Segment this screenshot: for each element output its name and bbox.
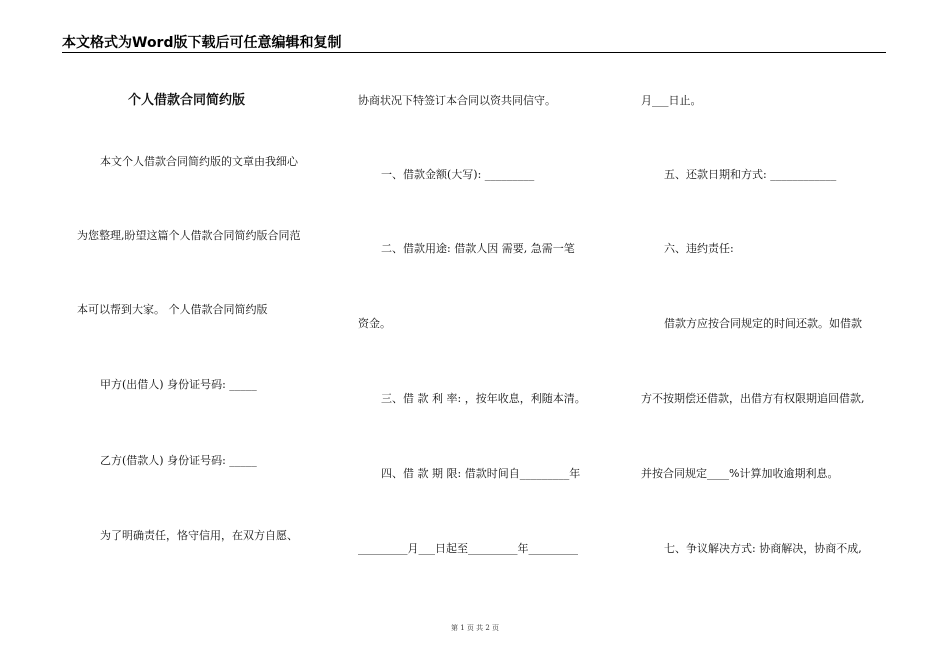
page-number-footer: 第 1 页 共 2 页 (450, 624, 500, 632)
text-line: 为了明确责任，恪守信用，在双方自愿、 (100, 529, 298, 542)
text-line: 本文个人借款合同简约版的文章由我细心 (100, 155, 298, 168)
text-line: 一、借款金额(大写): _________ (381, 168, 535, 181)
text-line: 方不按期偿还借款，出借方有权限期追回借款, (641, 392, 865, 405)
text-line: 二、借款用途: 借款人因 需要, 急需一笔 (381, 242, 575, 255)
text-line: _________月___日起至_________年_________ (358, 542, 578, 555)
text-line: 乙方(借款人) 身份证号码: _____ (100, 454, 257, 467)
text-line: 七、争议解决方式: 协商解决，协商不成, (664, 542, 862, 555)
text-line: 六、违约责任: (664, 242, 734, 255)
text-line: 协商状况下特签订本合同以资共同信守。 (358, 94, 556, 107)
text-line: 为您整理,盼望这篇个人借款合同简约版合同范 (77, 229, 301, 242)
text-line: 五、还款日期和方式: ____________ (664, 168, 837, 181)
text-line: 资金。 (358, 317, 391, 330)
document-title: 个人借款合同简约版 (128, 93, 246, 108)
text-line: 月___日止。 (641, 94, 702, 107)
text-line: 三、借 款 利 率: ，按年收息，利随本清。 (381, 392, 586, 405)
text-line: 本可以帮到大家。 个人借款合同简约版 (77, 303, 268, 316)
text-line: 甲方(出借人) 身份证号码: _____ (100, 378, 257, 391)
text-line: 四、借 款 期 限: 借款时间自_________年 (381, 467, 581, 480)
text-line: 借款方应按合同规定的时间还款。如借款 (664, 317, 862, 330)
text-line: 并按合同规定____%计算加收逾期利息。 (641, 467, 839, 480)
document-header: 本文格式为Word版下载后可任意编辑和复制 (62, 34, 886, 53)
